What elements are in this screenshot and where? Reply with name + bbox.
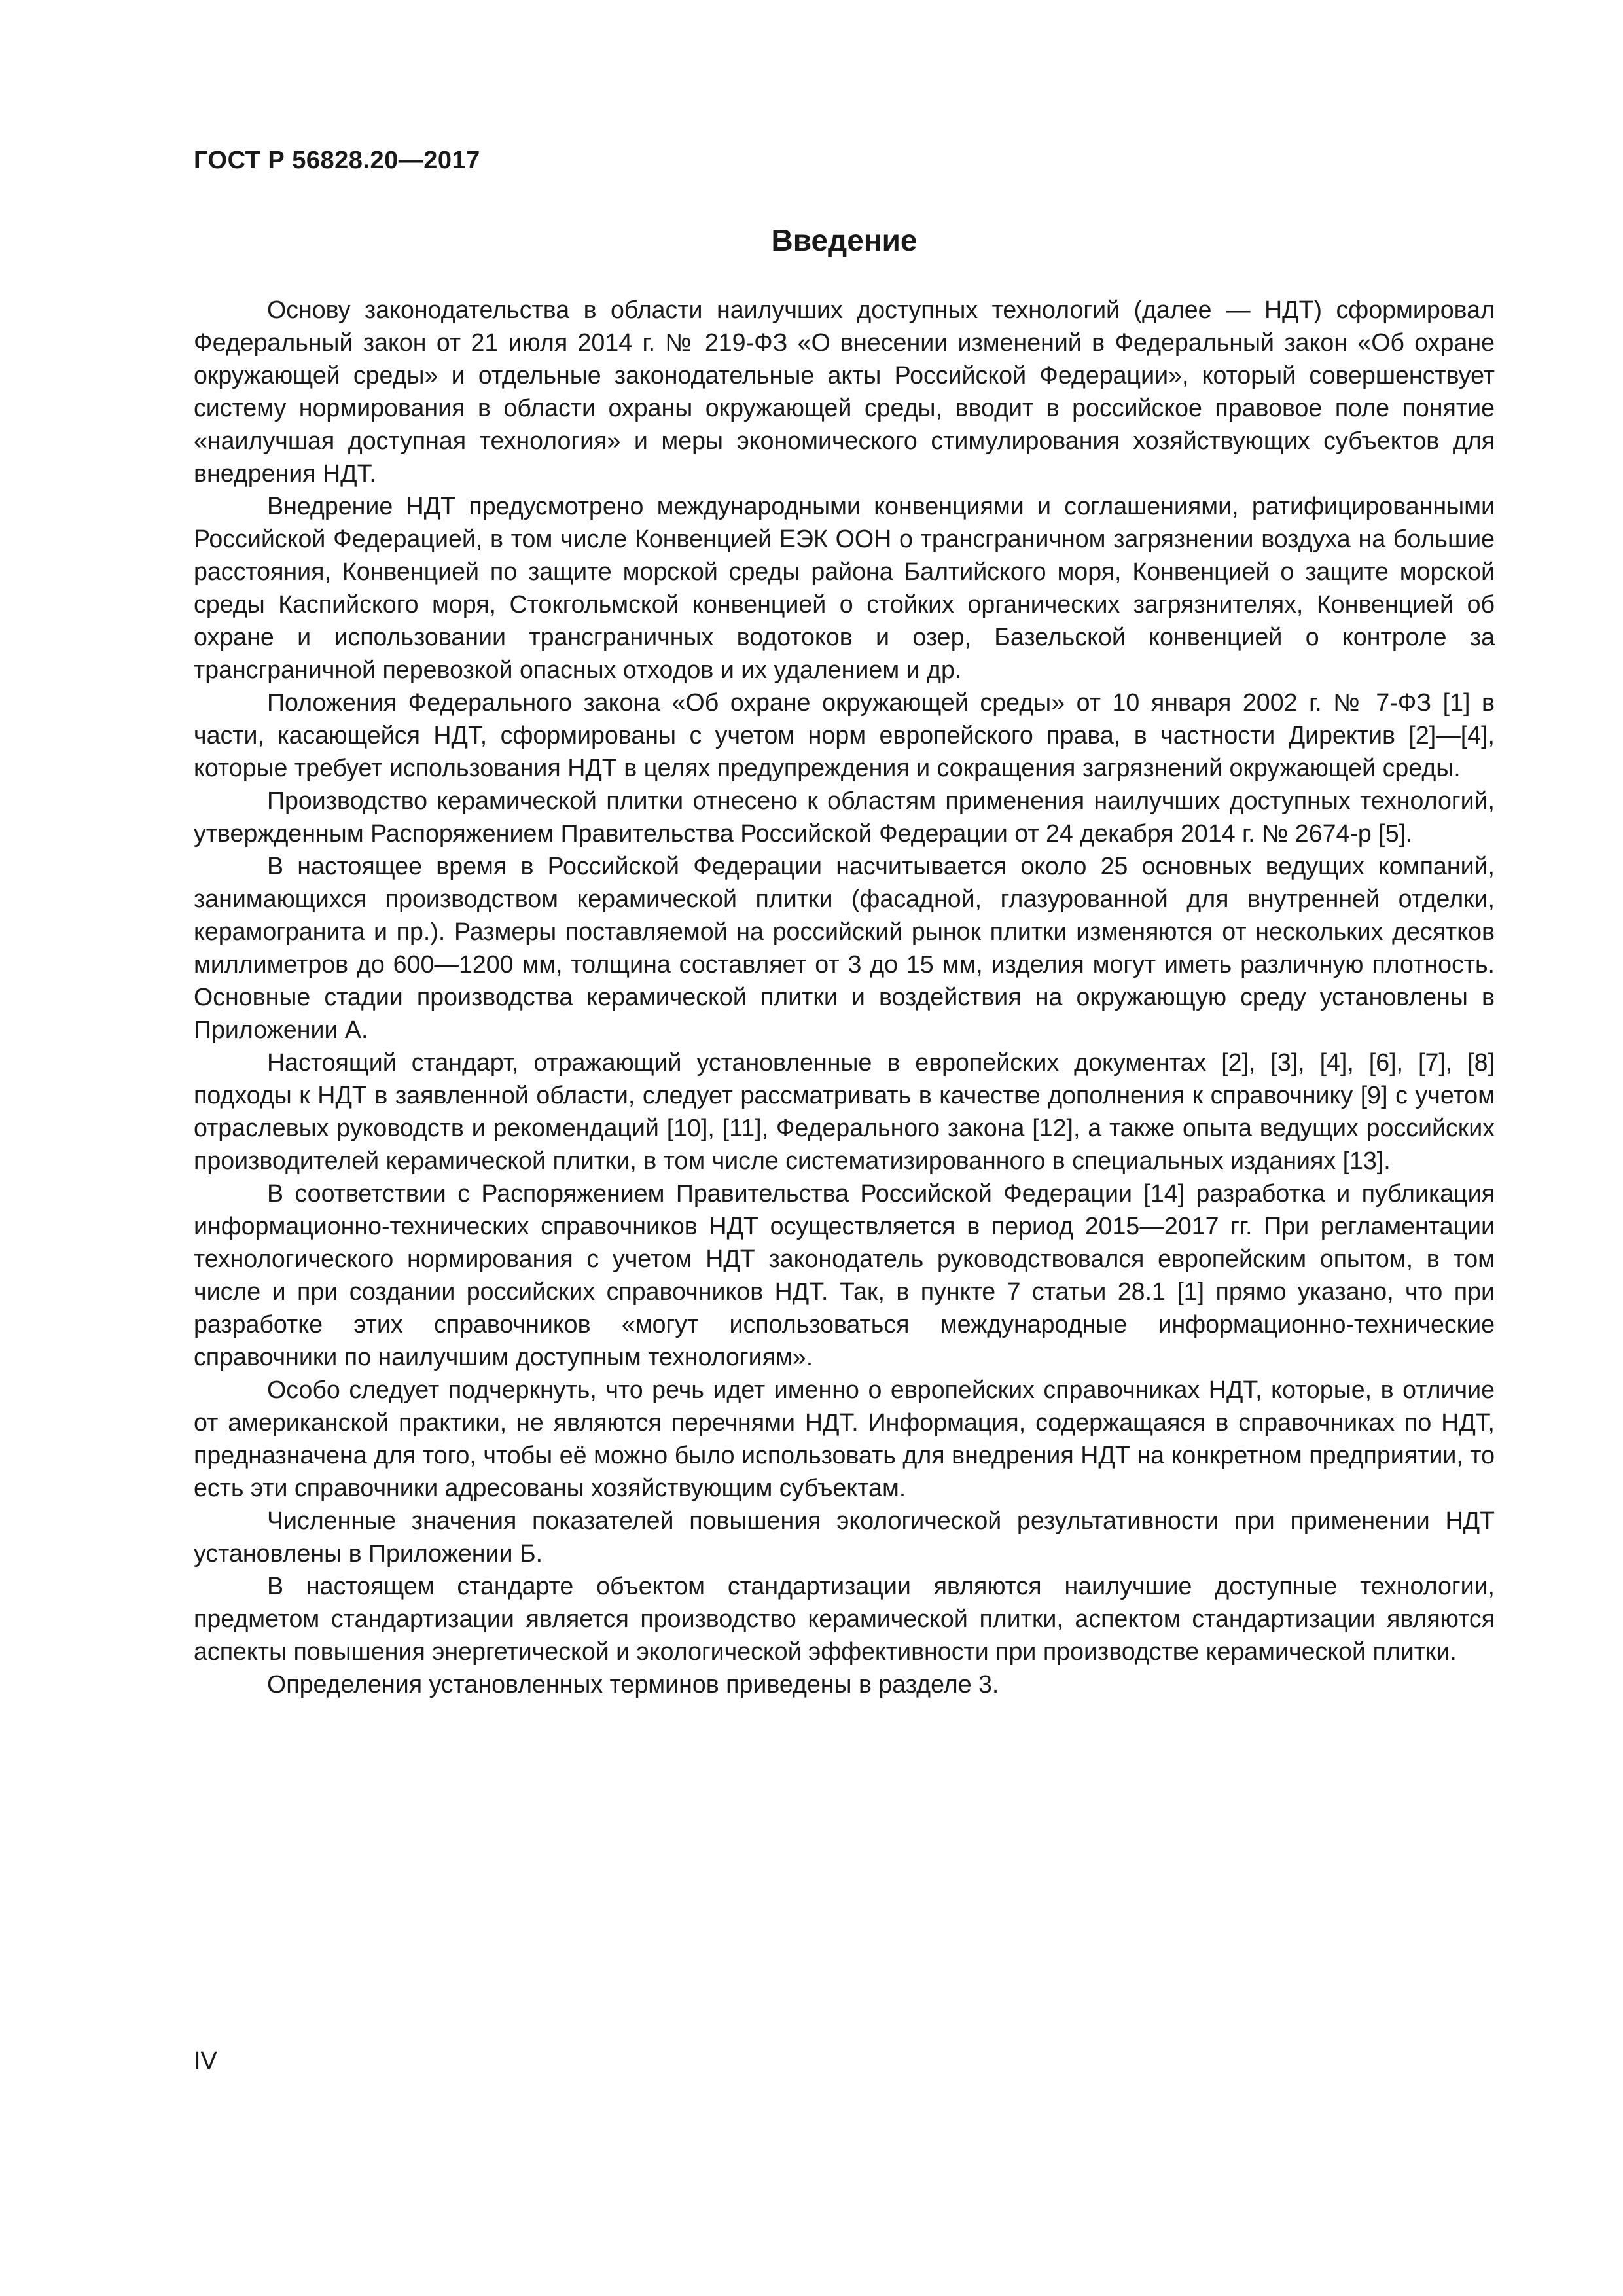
page-number: IV: [194, 2047, 217, 2075]
paragraph-1: Основу законодательства в области наилучших доступных технологий (далее — НДТ) сформировал Федеральный закон от 21 июля 2014 г. № 219-ФЗ «О внесении изменений в Федеральный закон «Об охране окружающей среды» и отдельные законодательные акты Российской Федерации», который совершенствует систему нормирования в области охраны окружающей среды, вводит в российское правовое поле понятие «наилучшая доступная технология» и меры экономического стимулирования хозяйствующих субъектов для внедрения НДТ.: [194, 296, 1495, 487]
paragraph-2: Внедрение НДТ предусмотрено международными конвенциями и соглашениями, ратифицированными Российской Федерацией, в том числе Конвенцией ЕЭК ООН о трансграничном загрязнении воздуха на большие расстояния, Конвенцией по защите морской среды района Балтийского моря, Конвенцией о защите морской среды Каспийского моря, Стокгольмской конвенцией о стойких органических загрязнителях, Конвенцией об охране и использовании трансграничных водотоков и озер, Базельской конвенцией о контроле за трансграничной перевозкой опасных отходов и их удалением и др.: [194, 492, 1495, 683]
paragraph-8: Особо следует подчеркнуть, что речь идет именно о европейских справочниках НДТ, которые, в отличие от американской практики, не являются перечнями НДТ. Информация, содержащаяся в справочниках по НДТ, предназначена для того, чтобы её можно было использовать для внедрения НДТ на конкретном предприятии, то есть эти справочники адресованы хозяйствующим субъектам.: [194, 1376, 1495, 1501]
document-header: ГОСТ Р 56828.20—2017: [194, 147, 480, 174]
paragraph-5: В настоящее время в Российской Федерации насчитывается около 25 основных ведущих компаний, занимающихся производством керамической плитки (фасадной, глазурованной для внутренней отделки, керамогранита и пр.). Размеры поставляемой на российский рынок плитки изменяются от нескольких десятков миллиметров до 600—1200 мм, толщина составляет от 3 до 15 мм, изделия могут иметь различную плотность. Основные стадии производства керамической плитки и воздействия на окружающую среду установлены в Приложении А.: [194, 852, 1495, 1043]
paragraph-11: Определения установленных терминов приведены в разделе 3.: [267, 1670, 999, 1698]
document-body: [194, 293, 1495, 1700]
section-title: Введение: [771, 223, 918, 257]
paragraph-10: В настоящем стандарте объектом стандартизации являются наилучшие доступные технологии, предметом стандартизации является производство керамической плитки, аспектом стандартизации являются аспекты повышения энергетической и экологической эффективности при производстве керамической плитки.: [194, 1572, 1495, 1665]
paragraph-3: Положения Федерального закона «Об охране окружающей среды» от 10 января 2002 г. № 7-ФЗ [1] в части, касающейся НДТ, сформированы с учетом норм европейского права, в частности Директив [2]—[4], которые требует использования НДТ в целях предупреждения и сокращения загрязнений окружающей среды.: [194, 689, 1495, 781]
paragraph-9: Численные значения показателей повышения экологической результативности при применении НДТ установлены в Приложении Б.: [194, 1507, 1495, 1567]
paragraph-6: Настоящий стандарт, отражающий установленные в европейских документах [2], [3], [4], [6], [7], [8] подходы к НДТ в заявленной области, следует рассматривать в качестве дополнения к справочнику [9] с учетом отраслевых руководств и рекомендаций [10], [11], Федерального закона [12], а также опыта ведущих российских производителей керамической плитки, в том числе систематизированного в специальных изданиях [13].: [194, 1049, 1495, 1174]
paragraph-4: Производство керамической плитки отнесено к областям применения наилучших доступных технологий, утвержденным Распоряжением Правительства Российской Федерации от 24 декабря 2014 г. № 2674-р [5].: [194, 787, 1495, 847]
paragraph-7: В соответствии с Распоряжением Правительства Российской Федерации [14] разработка и публикация информационно-технических справочников НДТ осуществляется в период 2015—2017 гг. При регламентации технологического нормирования с учетом НДТ законодатель руководствовался европейским опытом, в том числе и при создании российских справочников НДТ. Так, в пункте 7 статьи 28.1 [1] прямо указано, что при разработке этих справочников «могут использоваться международные информационно-технические справочники по наилучшим доступным технологиям».: [194, 1179, 1495, 1371]
